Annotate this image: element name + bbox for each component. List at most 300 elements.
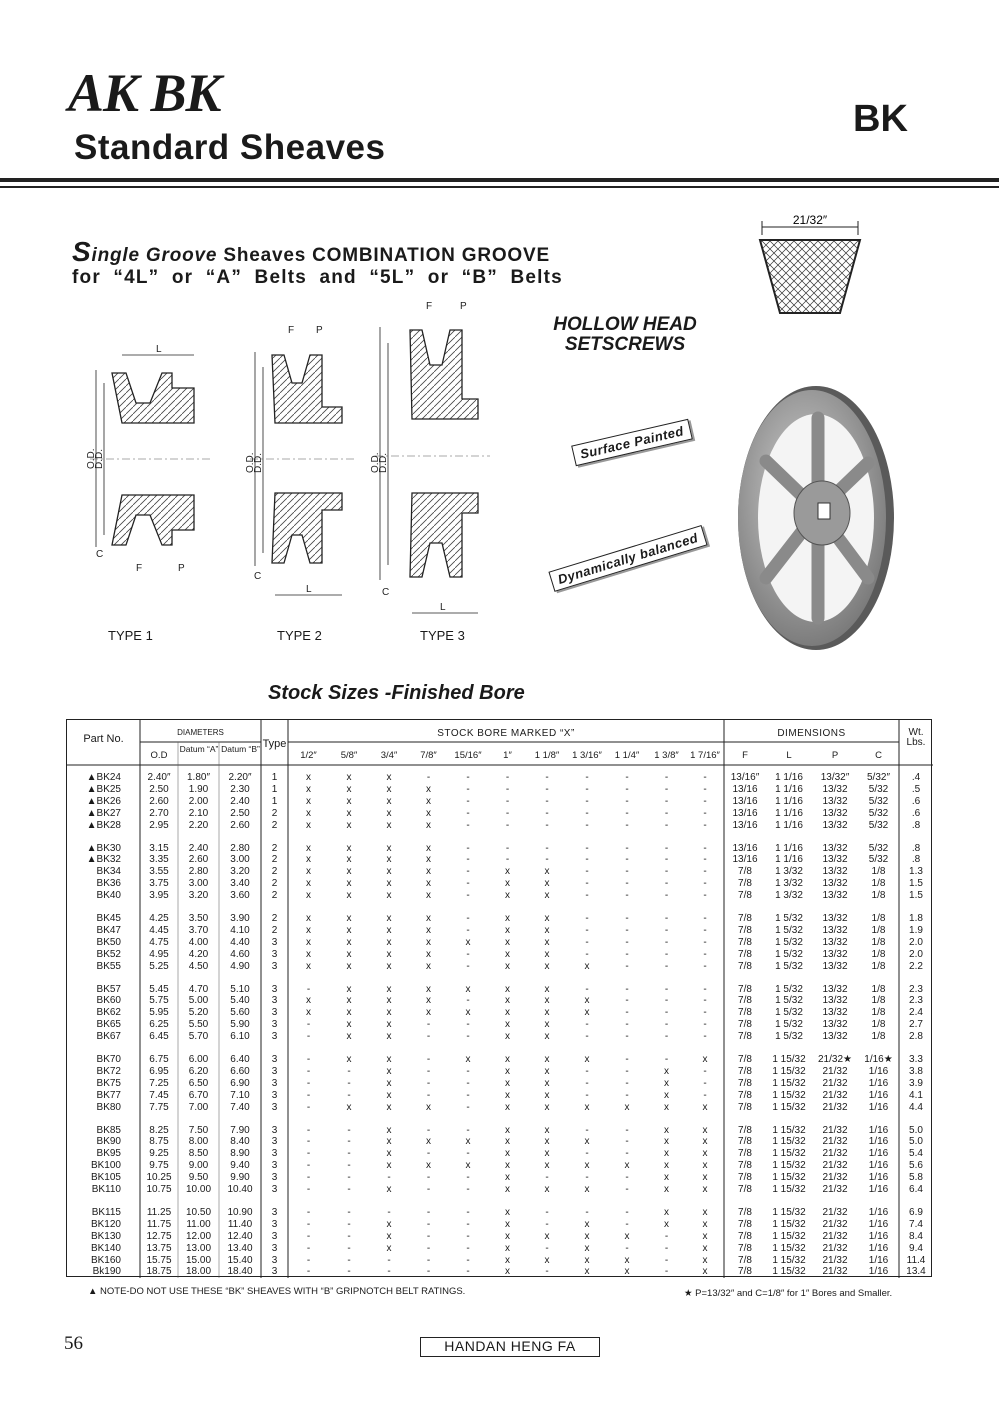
table-row <box>67 784 933 796</box>
table-cell: x <box>505 1089 510 1101</box>
table-cell: - <box>625 1019 629 1031</box>
table-cell: 1 15/32 <box>772 1148 806 1160</box>
table-row <box>67 843 933 855</box>
table-cell: 7/8 <box>738 1031 752 1043</box>
table-cell: - <box>347 1077 351 1089</box>
part-number-cell: BK115 <box>91 1206 121 1218</box>
table-cell: - <box>664 795 669 807</box>
table-cell: 10.40 <box>227 1184 253 1195</box>
table-cell: 13/32 <box>822 819 848 831</box>
table-cell: 1 1/16 <box>775 807 803 819</box>
table-cell: - <box>466 1206 470 1218</box>
table-cell: x <box>346 960 352 972</box>
table-cell: x <box>664 1206 669 1218</box>
table-cell: 3 <box>271 960 278 972</box>
table-cell: 1 1/16 <box>775 783 803 795</box>
table-cell: x <box>544 960 550 972</box>
part-number-cell: ▲BK32 <box>86 854 121 866</box>
table-cell: 5.4 <box>909 1148 923 1160</box>
table-cell: - <box>306 1242 311 1254</box>
c-label: C <box>382 587 390 598</box>
table-cell: x <box>465 1007 471 1019</box>
surface-painted-tag: Surface Painted <box>571 419 692 466</box>
table-cell: - <box>306 1065 311 1077</box>
bore-size-header: 1″ <box>503 750 512 761</box>
table-cell: x <box>584 995 590 1007</box>
table-cell: - <box>703 795 707 807</box>
table-cell: - <box>347 1254 351 1266</box>
table-cell: - <box>664 1054 669 1065</box>
table-cell: 18.00 <box>185 1266 212 1278</box>
table-cell: x <box>386 1242 392 1254</box>
table-cell: 2 <box>271 924 278 936</box>
table-cell: 11.40 <box>227 1218 253 1230</box>
table-cell: x <box>505 1242 510 1254</box>
table-cell: - <box>306 1206 311 1218</box>
table-cell: 5.25 <box>149 960 169 972</box>
table-cell: - <box>347 1136 351 1148</box>
table-cell: 2.0 <box>909 936 923 948</box>
table-cell: 1 1/16 <box>775 854 803 866</box>
table-cell: x <box>306 960 311 972</box>
table-cell: - <box>585 948 589 960</box>
table-cell: 5.90 <box>230 1019 250 1031</box>
table-row <box>67 995 933 1007</box>
table-cell: 13/32 <box>822 936 848 948</box>
table-row <box>67 1125 933 1137</box>
table-cell: x <box>505 1206 510 1218</box>
table-cell: x <box>624 1230 630 1242</box>
table-cell: 2.95 <box>149 819 169 831</box>
table-cell: x <box>306 807 311 819</box>
dd-label: D.D. <box>378 453 389 473</box>
table-cell: x <box>505 1101 510 1113</box>
table-cell: 10.90 <box>227 1206 253 1218</box>
table-cell: x <box>465 1136 471 1148</box>
table-cell: - <box>585 983 589 995</box>
table-cell: - <box>585 1172 589 1184</box>
table-cell: 3.55 <box>149 866 169 878</box>
table-cell: x <box>386 1230 392 1242</box>
table-cell: 11.25 <box>146 1206 172 1218</box>
table-cell: - <box>505 854 510 866</box>
table-cell: 2 <box>271 842 278 854</box>
table-cell: x <box>544 878 550 890</box>
table-cell: 5/32 <box>868 807 889 819</box>
table-cell: x <box>544 1101 550 1113</box>
table-cell: - <box>664 1242 669 1254</box>
table-cell: x <box>386 890 392 902</box>
part-number-cell: BK140 <box>90 1242 121 1254</box>
table-cell: x <box>386 842 392 854</box>
table-cell: x <box>544 866 550 878</box>
table-row <box>67 1207 933 1219</box>
table-cell: 4.45 <box>149 924 169 936</box>
table-cell: x <box>584 960 590 972</box>
table-cell: 3 <box>271 1101 278 1113</box>
table-cell: x <box>346 890 352 902</box>
table-cell: 21/32 <box>822 1077 848 1089</box>
table-cell: 1/8 <box>871 913 886 924</box>
table-cell: x <box>505 1031 510 1043</box>
part-number-cell: BK62 <box>96 1007 121 1019</box>
table-cell: 1 15/32 <box>772 1101 806 1113</box>
table-cell: 1 5/32 <box>775 1019 803 1031</box>
table-cell: - <box>703 866 707 878</box>
p-label: P <box>316 325 323 336</box>
table-cell: 18.40 <box>227 1266 253 1278</box>
table-cell: x <box>306 995 311 1007</box>
bore-size-header: 15/16″ <box>454 750 482 761</box>
part-number-cell: BK105 <box>90 1172 121 1184</box>
table-cell: x <box>346 913 352 924</box>
table-cell: x <box>346 948 352 960</box>
table-cell: 1/16 <box>868 1254 889 1266</box>
table-cell: 7/8 <box>738 1254 752 1266</box>
table-cell: x <box>426 1160 431 1172</box>
table-cell: x <box>584 1230 590 1242</box>
table-cell: - <box>703 807 707 819</box>
table-cell: x <box>426 878 431 890</box>
table-cell: - <box>306 1054 311 1065</box>
table-cell: 1/8 <box>871 878 886 890</box>
table-cell: 3 <box>271 1065 278 1077</box>
table-cell: x <box>306 866 311 878</box>
table-cell: - <box>664 819 669 831</box>
table-cell: x <box>306 842 311 854</box>
table-cell: 9.40 <box>230 1160 250 1172</box>
table-cell: x <box>386 819 392 831</box>
table-cell: - <box>426 1184 431 1195</box>
table-cell: x <box>505 1266 510 1278</box>
table-cell: 2.20″ <box>228 772 252 783</box>
table-cell: 15.00 <box>185 1254 212 1266</box>
table-cell: 7.45 <box>149 1089 169 1101</box>
part-number-cell: BK36 <box>96 878 121 890</box>
table-cell: 13/16″ <box>730 772 760 783</box>
table-cell: 1 15/32 <box>772 1230 806 1242</box>
table-cell: x <box>426 1136 431 1148</box>
table-row <box>67 949 933 961</box>
table-cell: x <box>702 1266 708 1278</box>
table-cell: x <box>664 1218 669 1230</box>
table-cell: x <box>386 1160 392 1172</box>
table-cell: 1/16 <box>868 1242 889 1254</box>
table-cell: 2.40 <box>188 842 209 854</box>
table-cell: - <box>505 842 510 854</box>
table-cell: 21/32 <box>822 1148 848 1160</box>
table-cell: 2 <box>271 878 278 890</box>
table-cell: - <box>387 1206 391 1218</box>
table-cell: x <box>544 983 550 995</box>
table-cell: 7/8 <box>738 1148 752 1160</box>
table-cell: x <box>306 948 311 960</box>
table-cell: 13/32 <box>822 890 848 902</box>
part-number-cell: BK77 <box>96 1089 121 1101</box>
table-cell: - <box>426 1031 431 1043</box>
table-cell: 1.8 <box>909 913 923 924</box>
table-cell: - <box>625 936 629 948</box>
table-cell: 13/16 <box>732 783 758 795</box>
table-cell: 4.90 <box>230 960 250 972</box>
table-cell: x <box>386 866 392 878</box>
table-cell: x <box>624 1254 630 1266</box>
table-cell: - <box>585 890 589 902</box>
table-cell: - <box>466 1019 470 1031</box>
f-label: F <box>136 563 143 574</box>
table-cell: 2.7 <box>909 1019 923 1031</box>
datum-b-header: Datum “B” <box>221 744 260 754</box>
gripnotch-note: ▲ NOTE-DO NOT USE THESE “BK” SHEAVES WITH “B” GRIPNOTCH BELT RATINGS. <box>88 1286 466 1297</box>
part-number-cell: BK90 <box>96 1136 121 1148</box>
table-cell: 6.95 <box>149 1065 169 1077</box>
table-cell: x <box>664 1089 669 1101</box>
stock-sizes-title: Stock Sizes -Finished Bore <box>268 682 525 704</box>
table-cell: 2.60 <box>230 819 250 831</box>
table-cell: x <box>426 983 431 995</box>
table-cell: - <box>545 1218 549 1230</box>
table-cell: - <box>703 1065 707 1077</box>
table-cell: - <box>466 1124 470 1136</box>
table-cell: - <box>466 854 470 866</box>
table-cell: x <box>544 924 550 936</box>
table-cell: x <box>544 1160 550 1172</box>
table-cell: 4.25 <box>149 913 169 924</box>
table-cell: - <box>585 913 589 924</box>
table-cell: 3 <box>271 1160 278 1172</box>
table-cell: 5.0 <box>909 1136 923 1148</box>
table-cell: 1 <box>271 795 278 807</box>
table-cell: 3.70 <box>188 924 209 936</box>
table-cell: x <box>544 1065 550 1077</box>
table-cell: 7.40 <box>230 1101 250 1113</box>
table-cell: 10.25 <box>146 1172 172 1184</box>
table-cell: - <box>306 1254 311 1266</box>
table-cell: 3.00 <box>230 854 250 866</box>
table-cell: 1 3/32 <box>775 890 803 902</box>
table-cell: 7/8 <box>738 995 752 1007</box>
table-cell: 7/8 <box>738 1242 752 1254</box>
table-cell: 13/32″ <box>820 772 850 783</box>
table-cell: - <box>466 1172 470 1184</box>
table-cell: 3 <box>271 948 278 960</box>
table-cell: 1/8 <box>871 924 886 936</box>
table-cell: x <box>505 878 510 890</box>
table-cell: x <box>584 1254 590 1266</box>
table-cell: 1/16 <box>868 1148 889 1160</box>
table-cell: - <box>466 1089 470 1101</box>
od-label: O.D. <box>245 452 256 473</box>
table-cell: 1 15/32 <box>772 1218 806 1230</box>
table-cell: x <box>346 936 352 948</box>
table-cell: 1 15/32 <box>772 1065 806 1077</box>
table-cell: x <box>702 1136 708 1148</box>
part-number-cell: BK120 <box>90 1218 121 1230</box>
type-2-label: TYPE 2 <box>277 628 322 643</box>
table-cell: 5.95 <box>149 1007 169 1019</box>
table-cell: .8 <box>911 854 921 866</box>
table-cell: - <box>664 948 669 960</box>
table-cell: x <box>426 960 431 972</box>
table-cell: x <box>505 1054 510 1065</box>
table-cell: 12.40 <box>227 1230 253 1242</box>
table-cell: x <box>426 866 431 878</box>
table-cell: x <box>386 995 392 1007</box>
table-cell: 7.50 <box>188 1124 209 1136</box>
table-cell: 1 1/16 <box>775 819 803 831</box>
part-number-cell: BK60 <box>96 995 121 1007</box>
table-cell: 3 <box>271 1077 278 1089</box>
table-cell: x <box>426 1101 431 1113</box>
table-cell: - <box>625 842 629 854</box>
table-cell: 2.80 <box>230 842 250 854</box>
table-cell: x <box>664 1184 669 1195</box>
table-cell: 5/32 <box>868 842 889 854</box>
table-row <box>67 808 933 820</box>
table-cell: x <box>584 1101 590 1113</box>
table-cell: 21/32 <box>822 1184 848 1195</box>
table-cell: 1/8 <box>871 983 886 995</box>
table-row <box>67 1136 933 1148</box>
table-cell: - <box>545 842 549 854</box>
part-number-cell: ▲BK24 <box>86 772 121 783</box>
table-cell: 9.00 <box>188 1160 209 1172</box>
table-cell: x <box>346 1031 352 1043</box>
table-cell: - <box>625 1031 629 1043</box>
table-cell: 3 <box>271 936 278 948</box>
table-cell: x <box>544 1054 550 1065</box>
l-label: L <box>306 584 312 595</box>
table-cell: 4.50 <box>188 960 209 972</box>
table-cell: x <box>544 1184 550 1195</box>
part-number-cell: BK50 <box>96 936 121 948</box>
part-number-cell: ▲BK26 <box>86 795 121 807</box>
table-cell: 7/8 <box>738 1054 752 1065</box>
table-cell: - <box>306 1077 311 1089</box>
table-cell: 5.60 <box>230 1007 250 1019</box>
table-cell: x <box>702 1184 708 1195</box>
table-cell: - <box>585 866 589 878</box>
table-cell: 5/32 <box>868 819 889 831</box>
part-number-cell: BK40 <box>96 890 121 902</box>
table-cell: 3 <box>271 1242 278 1254</box>
table-cell: 1/16 <box>868 1206 889 1218</box>
table-cell: - <box>306 1172 311 1184</box>
table-cell: x <box>544 913 550 924</box>
table-cell: 13/32 <box>822 913 848 924</box>
table-cell: - <box>585 936 589 948</box>
table-cell: 9.50 <box>188 1172 209 1184</box>
table-cell: x <box>386 1089 392 1101</box>
table-cell: - <box>585 842 589 854</box>
table-cell: - <box>703 783 707 795</box>
table-cell: 2 <box>271 913 278 924</box>
table-cell: 2.60 <box>149 795 169 807</box>
page-number: 56 <box>64 1333 83 1354</box>
table-cell: x <box>505 1254 510 1266</box>
table-cell: 1.5 <box>909 890 923 902</box>
table-cell: .6 <box>911 807 921 819</box>
table-cell: x <box>426 948 431 960</box>
table-row <box>67 1219 933 1231</box>
table-cell: x <box>426 1007 431 1019</box>
table-cell: x <box>386 1218 392 1230</box>
table-cell: - <box>347 1172 351 1184</box>
table-cell: 13.75 <box>146 1242 172 1254</box>
table-cell: 13/32 <box>822 783 848 795</box>
table-cell: 1 5/32 <box>775 1007 803 1019</box>
table-cell: 7.10 <box>230 1089 250 1101</box>
table-cell: - <box>505 772 510 783</box>
table-cell: 1/16 <box>868 1077 889 1089</box>
table-cell: - <box>625 1136 629 1148</box>
table-cell: 5/32 <box>868 795 889 807</box>
table-cell: 2.0 <box>909 948 923 960</box>
table-cell: x <box>544 1124 550 1136</box>
table-cell: - <box>664 960 669 972</box>
table-cell: - <box>625 924 629 936</box>
table-cell: x <box>306 1007 311 1019</box>
table-cell: - <box>664 1019 669 1031</box>
table-cell: - <box>545 807 549 819</box>
part-number-cell: ▲BK30 <box>86 842 121 854</box>
table-cell: 8.00 <box>188 1136 209 1148</box>
p-label: P <box>460 301 467 312</box>
table-cell: x <box>544 1136 550 1148</box>
table-cell: - <box>306 1031 311 1043</box>
table-cell: 3.40 <box>230 878 250 890</box>
part-number-cell: BK75 <box>96 1077 121 1089</box>
table-cell: x <box>306 772 311 783</box>
table-row <box>67 796 933 808</box>
table-cell: - <box>306 1124 311 1136</box>
table-row <box>67 1078 933 1090</box>
table-cell: - <box>426 772 431 783</box>
table-cell: 1 15/32 <box>772 1054 806 1065</box>
table-cell: 3 <box>271 1254 278 1266</box>
table-cell: 3 <box>271 1148 278 1160</box>
table-cell: 7.25 <box>149 1077 169 1089</box>
table-cell: - <box>466 1101 470 1113</box>
table-cell: 12.00 <box>185 1230 212 1242</box>
table-cell: 21/32 <box>822 1101 848 1113</box>
table-cell: - <box>703 878 707 890</box>
part-number-cell: BK34 <box>96 866 121 878</box>
table-cell: x <box>386 772 392 783</box>
table-cell: 1 15/32 <box>772 1089 806 1101</box>
table-cell: - <box>466 1242 470 1254</box>
table-cell: 7/8 <box>738 983 752 995</box>
table-cell: - <box>426 1266 431 1278</box>
table-cell: 6.60 <box>230 1065 250 1077</box>
table-cell: 5.75 <box>149 995 169 1007</box>
dimension-col-header: C <box>875 750 882 761</box>
table-cell: - <box>703 913 707 924</box>
part-number-cell: BK130 <box>90 1230 121 1242</box>
table-cell: - <box>625 983 629 995</box>
table-cell: - <box>466 1031 470 1043</box>
table-row <box>67 854 933 866</box>
table-cell: 6.75 <box>149 1054 169 1065</box>
table-cell: 1 1/16 <box>775 842 803 854</box>
table-cell: .8 <box>911 842 921 854</box>
table-cell: - <box>703 772 707 783</box>
table-cell: - <box>347 1184 351 1195</box>
table-cell: 12.75 <box>146 1230 172 1242</box>
table-cell: x <box>544 1007 550 1019</box>
table-cell: - <box>585 819 589 831</box>
table-cell: 3 <box>271 1019 278 1031</box>
